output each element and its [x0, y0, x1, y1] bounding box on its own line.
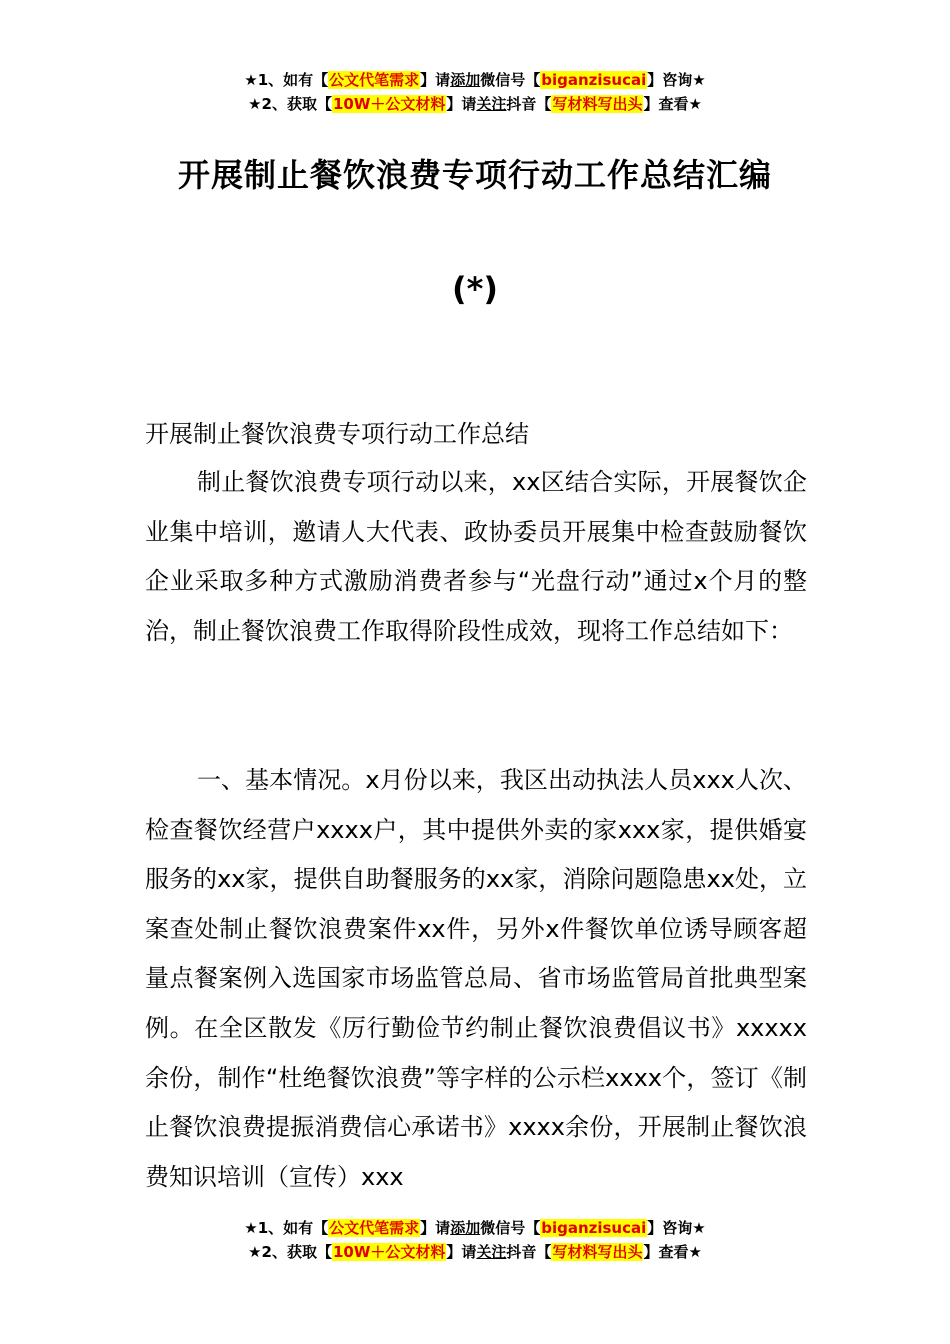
- banner-line-1: [0, 68, 950, 92]
- banner-text: 】请: [420, 1219, 451, 1237]
- banner-text: ★1、如有【: [244, 1219, 329, 1237]
- section-heading: 开展制止餐饮浪费专项行动工作总结: [145, 420, 529, 448]
- paragraph-basic-situation: 一、基本情况。x月份以来，我区出动执法人员xxx人次、检查餐饮经营户xxxx户，其中提供外卖的家xxx家，提供婚宴服务的xx家，提供自助餐服务的xx家，消除问题隐患xx处，立案查处制止餐饮浪费案件xx件，另外x件餐饮单位诱导顾客超量点餐案例入选国家市场监管总局、省市场监管局首批典型案例。在全区散发《厉行勤俭节约制止餐饮浪费倡议书》xxxxx余份，制作“杜绝餐饮浪费”等字样的公示栏xxxx个，签订《制止餐饮浪费提振消费信心承诺书》xxxx余份，开展制止餐饮浪费知识培训（宣传）xxx: [145, 766, 807, 1191]
- banner-emphasis: 关注: [476, 95, 507, 113]
- banner-highlight: 10W＋公文材料: [332, 1243, 446, 1261]
- banner-text: 】请: [446, 1243, 477, 1261]
- banner-text: ★2、获取【: [248, 1243, 332, 1261]
- banner-highlight: biganzisucai: [541, 71, 647, 89]
- banner-text: 微信号【: [480, 1219, 541, 1237]
- banner-text: 抖音【: [506, 1243, 552, 1261]
- banner-line-1: [0, 1216, 950, 1240]
- banner-text: 抖音【: [506, 95, 552, 113]
- banner-text: ★1、如有【: [244, 71, 329, 89]
- banner-text: 】请: [446, 95, 477, 113]
- banner-line-2: [0, 1240, 950, 1264]
- banner-text: 】查看★: [643, 1243, 702, 1261]
- banner-highlight: 10W＋公文材料: [332, 95, 446, 113]
- banner-text: 】请: [420, 71, 451, 89]
- banner-highlight: 写材料写出头: [552, 95, 643, 113]
- banner-text: 】查看★: [643, 95, 702, 113]
- banner-line-2: [0, 92, 950, 116]
- banner-emphasis: 关注: [476, 1243, 507, 1261]
- top-banner: [0, 68, 950, 116]
- banner-text: ★2、获取【: [248, 95, 332, 113]
- banner-highlight: 公文代笔需求: [329, 71, 420, 89]
- document-subtitle: (*): [452, 270, 498, 308]
- banner-emphasis: 添加: [450, 71, 481, 89]
- bottom-banner: [0, 1216, 950, 1264]
- paragraph-intro: 制止餐饮浪费专项行动以来，xx区结合实际，开展餐饮企业集中培训，邀请人大代表、政协委员开展集中检查鼓励餐饮企业采取多种方式激励消费者参与“光盘行动”通过x个月的整治，制止餐饮浪费工作取得阶段性成效，现将工作总结如下：: [145, 468, 807, 645]
- banner-text: 微信号【: [480, 71, 541, 89]
- banner-emphasis: 添加: [450, 1219, 481, 1237]
- banner-highlight: 公文代笔需求: [329, 1219, 420, 1237]
- banner-text: 】咨询★: [647, 71, 706, 89]
- banner-text: 】咨询★: [647, 1219, 706, 1237]
- banner-highlight: biganzisucai: [541, 1219, 647, 1237]
- document-title: 开展制止餐饮浪费专项行动工作总结汇编: [177, 156, 772, 194]
- banner-highlight: 写材料写出头: [552, 1243, 643, 1261]
